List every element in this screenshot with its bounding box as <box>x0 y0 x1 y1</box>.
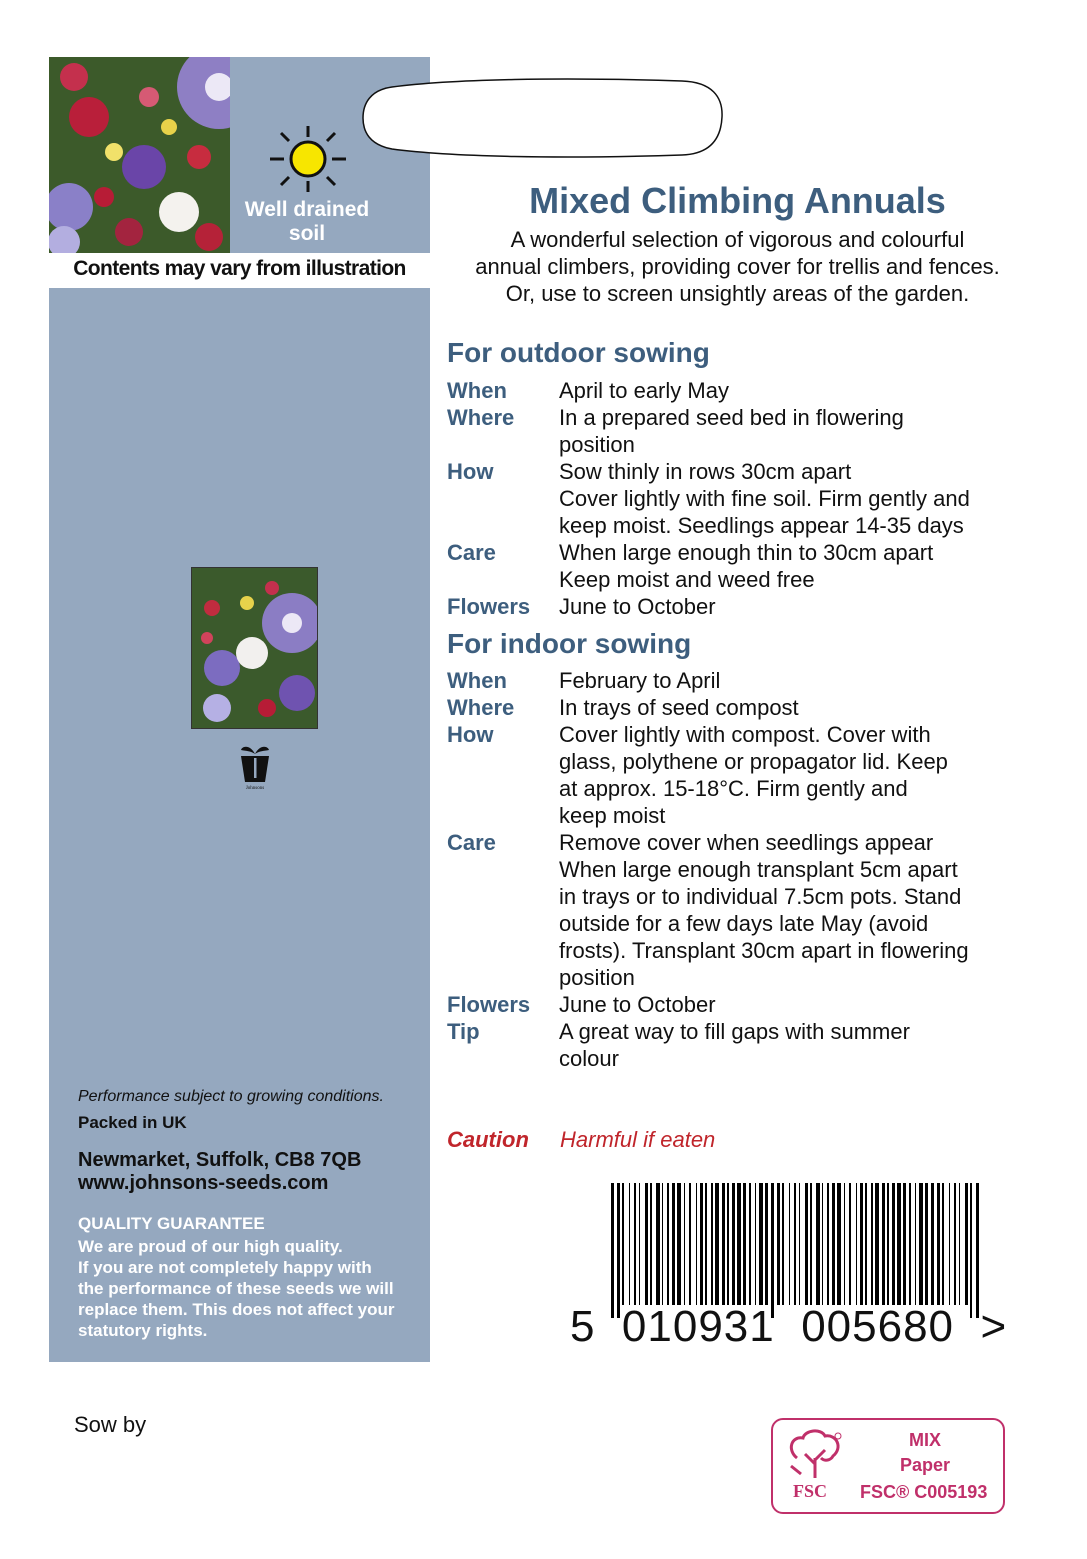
row-line: June to October <box>559 594 716 619</box>
barcode-bar <box>771 1183 774 1318</box>
johnsons-logo <box>236 742 274 790</box>
caution-text: Harmful if eaten <box>560 1127 716 1152</box>
packed-in: Packed in UK <box>78 1113 187 1132</box>
svg-text:Johnsons: Johnsons <box>245 786 265 790</box>
outdoor-row-how <box>447 458 1047 539</box>
barcode-bar <box>954 1183 956 1305</box>
barcode-number: 5 010931 005680 > <box>570 1302 1008 1351</box>
barcode-bar <box>970 1183 972 1318</box>
row-line: Cover lightly with compost. Cover with <box>559 722 931 747</box>
website-link[interactable]: www.johnsons-seeds.com <box>78 1172 329 1194</box>
barcode-bar <box>749 1183 751 1305</box>
row-label: Flowers <box>447 594 531 619</box>
barcode-bar <box>650 1183 652 1305</box>
full-sun-icon <box>268 124 348 194</box>
indoor-sowing-heading: For indoor sowing <box>447 628 692 659</box>
soil-label-line-2: soil <box>288 222 326 245</box>
packet-thumbnail-photo <box>191 567 318 729</box>
intro-line: annual climbers, providing cover for trellis and fences. <box>475 254 1000 279</box>
barcode-bar <box>755 1183 756 1305</box>
quality-line: If you are not completely happy with <box>78 1258 372 1277</box>
row-label: Care <box>447 540 496 565</box>
barcode-bar <box>782 1183 784 1305</box>
barcode-bar <box>805 1183 808 1305</box>
performance-note: Performance subject to growing conditions. <box>78 1088 384 1105</box>
barcode-bar <box>822 1183 823 1305</box>
row-value <box>559 829 1047 991</box>
barcode-bar <box>634 1183 636 1305</box>
fsc-wordmark: FSC <box>793 1481 828 1501</box>
row-value <box>559 458 1047 539</box>
barcode-bar <box>816 1183 820 1305</box>
fsc-license-code: FSC® C005193 <box>860 1482 988 1502</box>
barcode-bar <box>882 1183 885 1305</box>
row-line: colour <box>559 1046 619 1071</box>
row-label: How <box>447 459 494 484</box>
barcode-bar <box>737 1183 741 1305</box>
barcode-bar <box>662 1183 663 1305</box>
barcode-bar <box>871 1183 873 1305</box>
row-line: Remove cover when seedlings appear <box>559 830 934 855</box>
quality-line: replace them. This does not affect your <box>78 1300 395 1319</box>
row-line: keep moist. Seedlings appear 14-35 days <box>559 513 964 538</box>
row-value <box>559 593 1047 620</box>
flower-photo <box>49 57 230 253</box>
row-line: A great way to fill gaps with summer <box>559 1019 910 1044</box>
row-line: keep moist <box>559 803 666 828</box>
quality-guarantee-text <box>78 1236 428 1341</box>
indoor-row-how <box>447 721 1047 829</box>
barcode-bar <box>684 1183 685 1305</box>
barcode-bar <box>931 1183 934 1305</box>
row-value <box>559 721 1047 829</box>
barcode-bar <box>925 1183 928 1305</box>
sow-by-label: Sow by <box>74 1412 147 1437</box>
barcode-bar <box>765 1183 768 1305</box>
row-line: When large enough transplant 5cm apart <box>559 857 958 882</box>
barcode-bar <box>700 1183 703 1305</box>
indoor-row-flowers <box>447 991 1047 1018</box>
barcode-bar <box>622 1183 624 1305</box>
barcode-bar <box>789 1183 790 1305</box>
row-line: glass, polythene or propagator lid. Keep <box>559 749 948 774</box>
barcode-bar <box>915 1183 916 1305</box>
row-line: Sow thinly in rows 30cm apart <box>559 459 852 484</box>
barcode-bar <box>794 1183 796 1305</box>
caution-label: Caution <box>447 1127 529 1152</box>
barcode-bar <box>677 1183 681 1305</box>
barcode-bar <box>672 1183 675 1305</box>
barcode-bar <box>959 1183 960 1305</box>
barcode-bar <box>887 1183 889 1305</box>
row-line: in trays or to individual 7.5cm pots. Stand <box>559 884 962 909</box>
barcode-bar <box>656 1183 660 1305</box>
row-value <box>559 377 1047 404</box>
barcode-bar <box>743 1183 746 1305</box>
fsc-mix-label: MIX <box>908 1430 941 1450</box>
row-label: Tip <box>447 1019 480 1044</box>
hang-tab-cutout <box>362 77 724 159</box>
row-line: February to April <box>559 668 721 693</box>
contents-note: Contents may vary from illustration <box>73 257 406 280</box>
barcode-bar <box>810 1183 812 1305</box>
row-line: June to October <box>559 992 716 1017</box>
fsc-tree-icon <box>785 1428 845 1480</box>
barcode-bar <box>799 1183 800 1305</box>
row-line: Cover lightly with fine soil. Firm gently and <box>559 486 970 511</box>
row-line: Keep moist and weed free <box>559 567 815 592</box>
barcode-bar <box>909 1183 911 1305</box>
product-title: Mixed Climbing Annuals <box>529 180 946 221</box>
left-panel-bottom <box>49 288 430 1362</box>
row-line: In trays of seed compost <box>559 695 799 720</box>
product-intro <box>440 226 1035 307</box>
barcode-bar <box>837 1183 841 1305</box>
indoor-sowing-table <box>447 667 1047 1072</box>
barcode-bar <box>645 1183 648 1305</box>
barcode-bar <box>722 1183 725 1305</box>
soil-requirement-label <box>232 198 382 246</box>
row-label: When <box>447 378 507 403</box>
row-line: outside for a few days late May (avoid <box>559 911 929 936</box>
indoor-row-care <box>447 829 1047 991</box>
outdoor-row-where <box>447 404 1047 458</box>
barcode-bar <box>759 1183 763 1305</box>
barcode-bar <box>727 1183 729 1305</box>
barcode-bar <box>856 1183 857 1305</box>
row-line: position <box>559 965 635 990</box>
barcode-bar <box>715 1183 719 1305</box>
caution-warning <box>447 1127 715 1153</box>
company-address: Newmarket, Suffolk, CB8 7QB <box>78 1149 362 1171</box>
outdoor-sowing-table <box>447 377 1047 620</box>
row-value <box>559 539 1047 593</box>
row-line: at approx. 15-18°C. Firm gently and <box>559 776 908 801</box>
row-line: When large enough thin to 30cm apart <box>559 540 934 565</box>
quality-line: We are proud of our high quality. <box>78 1237 343 1256</box>
row-line: position <box>559 432 635 457</box>
barcode-bar <box>919 1183 923 1305</box>
row-label: Care <box>447 830 496 855</box>
row-label: When <box>447 668 507 693</box>
row-value <box>559 694 1047 721</box>
row-line: April to early May <box>559 378 729 403</box>
barcode-bar <box>689 1183 691 1305</box>
row-value <box>559 1018 1047 1072</box>
barcode-bar <box>897 1183 901 1305</box>
quality-guarantee-title: QUALITY GUARANTEE <box>78 1214 265 1233</box>
barcode-bar <box>860 1183 863 1305</box>
barcode <box>609 1183 979 1318</box>
barcode-bar <box>949 1183 950 1305</box>
intro-line: Or, use to screen unsightly areas of the garden. <box>505 281 970 306</box>
quality-line: the performance of these seeds we will <box>78 1279 394 1298</box>
barcode-bar <box>832 1183 835 1305</box>
barcode-bar <box>667 1183 669 1305</box>
soil-label-line-1: Well drained <box>244 198 370 221</box>
barcode-bar <box>611 1183 614 1318</box>
indoor-row-where <box>447 694 1047 721</box>
row-label: Flowers <box>447 992 531 1017</box>
row-value <box>559 667 1047 694</box>
barcode-bar <box>617 1183 620 1318</box>
quality-line: statutory rights. <box>78 1321 208 1340</box>
barcode-bar <box>844 1183 845 1305</box>
barcode-bar <box>629 1183 630 1305</box>
indoor-row-when <box>447 667 1047 694</box>
row-value <box>559 404 1047 458</box>
barcode-bar <box>875 1183 879 1305</box>
outdoor-sowing-heading: For outdoor sowing <box>447 337 710 368</box>
barcode-bar <box>732 1183 735 1305</box>
outdoor-row-care <box>447 539 1047 593</box>
barcode-bar <box>965 1183 968 1305</box>
row-value <box>559 991 1047 1018</box>
indoor-row-tip <box>447 1018 1047 1072</box>
barcode-bar <box>903 1183 906 1305</box>
barcode-bar <box>696 1183 697 1305</box>
barcode-bar <box>942 1183 944 1305</box>
barcode-bar <box>705 1183 707 1305</box>
barcode-bar <box>777 1183 780 1305</box>
barcode-bar <box>711 1183 713 1305</box>
barcode-bar <box>849 1183 851 1305</box>
barcode-bar <box>639 1183 640 1305</box>
barcode-bar <box>865 1183 867 1305</box>
row-line: In a prepared seed bed in flowering <box>559 405 904 430</box>
barcode-bar <box>976 1183 979 1318</box>
row-line: frosts). Transplant 30cm apart in flowering <box>559 938 969 963</box>
outdoor-row-when <box>447 377 1047 404</box>
barcode-bar <box>892 1183 895 1305</box>
fsc-paper-label: Paper <box>899 1455 951 1475</box>
intro-line: A wonderful selection of vigorous and colourful <box>510 227 965 252</box>
barcode-bar <box>827 1183 829 1305</box>
outdoor-row-flowers <box>447 593 1047 620</box>
barcode-bar <box>937 1183 940 1305</box>
row-label: Where <box>447 405 515 430</box>
row-label: Where <box>447 695 515 720</box>
row-label: How <box>447 722 494 747</box>
